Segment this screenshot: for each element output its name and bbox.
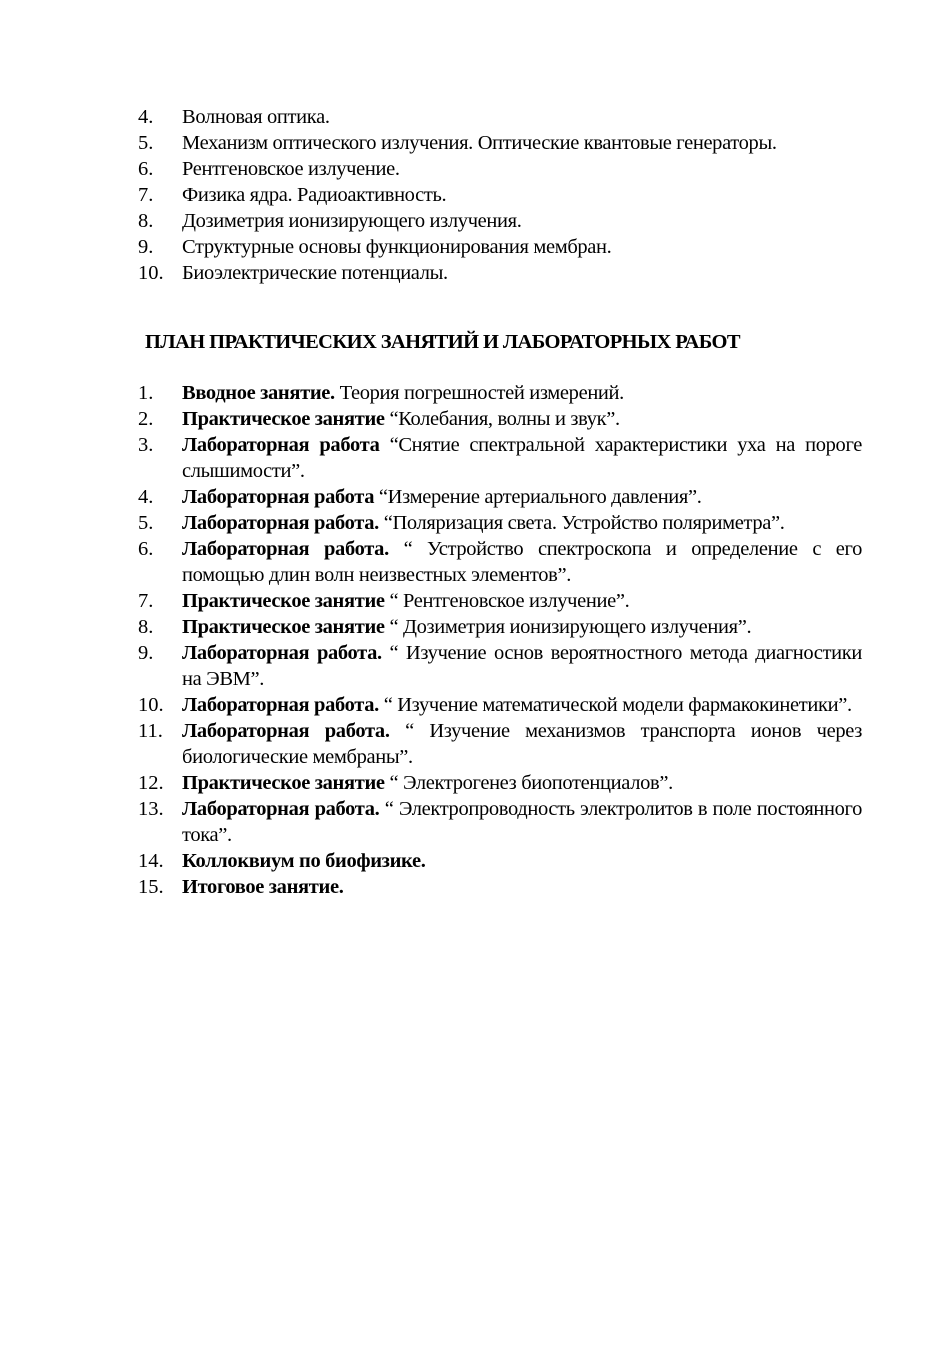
item-text: Биоэлектрические потенциалы. [182, 262, 448, 284]
item-type-label: Лабораторная работа [182, 486, 375, 508]
item-number: 9. [138, 642, 154, 664]
item-text: Дозиметрия ионизирующего излучения. [182, 210, 522, 232]
item-text [182, 432, 862, 484]
item-number: 10. [138, 694, 164, 716]
list-item [138, 614, 862, 640]
item-type-label: Практическое занятие [182, 408, 385, 430]
item-type-label: Лабораторная работа. [182, 694, 379, 716]
item-number: 10. [138, 262, 164, 284]
item-number: 15. [138, 876, 164, 898]
list-item [138, 484, 862, 510]
item-type-label: Лабораторная работа. [182, 720, 390, 742]
item-number: 13. [138, 798, 164, 820]
item-text [182, 770, 862, 796]
item-number: 11. [138, 720, 163, 742]
item-number: 8. [138, 210, 154, 232]
item-type-label: Коллоквиум по биофизике. [182, 850, 426, 872]
item-description: “ Рентгеновское излучение”. [384, 590, 630, 612]
item-type-label: Лабораторная работа. [182, 538, 389, 560]
item-description: “Измерение артериального давления”. [374, 486, 702, 508]
item-text: Физика ядра. Радиоактивность. [182, 184, 447, 206]
item-text: Механизм оптического излучения. Оптические квантовые генераторы. [182, 132, 777, 154]
list-item [138, 208, 862, 234]
section-heading: ПЛАН ПРАКТИЧЕСКИХ ЗАНЯТИЙ И ЛАБОРАТОРНЫХ РАБОТ [145, 331, 740, 353]
item-description: “ Изучение основ вероятностного метода диагностики на ЭВМ”. [182, 642, 862, 690]
item-type-label: Вводное занятие. [182, 382, 335, 404]
item-description: “ Электрогенез биопотенциалов”. [384, 772, 673, 794]
list-item [138, 510, 862, 536]
item-number: 14. [138, 850, 164, 872]
item-type-label: Лабораторная работа. [182, 512, 379, 534]
item-description: “ Изучение механизмов транспорта ионов через биологические мембраны”. [182, 720, 862, 768]
list-item [138, 406, 862, 432]
item-description: Теория погрешностей измерений. [334, 382, 624, 404]
list-item [138, 130, 862, 156]
item-description: “Колебания, волны и звук”. [384, 408, 620, 430]
item-number: 2. [138, 408, 154, 430]
list-item [138, 848, 862, 874]
list-item [138, 536, 862, 588]
item-text [182, 614, 862, 640]
item-description: “ Устройство спектроскопа и определение с его помощью длин волн неизвестных элементов”. [182, 538, 862, 586]
item-number: 4. [138, 486, 154, 508]
item-type-label: Лабораторная работа. [182, 798, 380, 820]
list-item [138, 874, 862, 900]
item-text: Рентгеновское излучение. [182, 158, 400, 180]
list-item [138, 640, 862, 692]
list-item [138, 692, 862, 718]
item-type-label: Итоговое занятие. [182, 876, 344, 898]
list-item [138, 432, 862, 484]
item-type-label: Лабораторная работа. [182, 642, 382, 664]
list-item [138, 588, 862, 614]
practical-plan-list [138, 380, 862, 900]
item-number: 12. [138, 772, 164, 794]
item-number: 6. [138, 158, 154, 180]
item-number: 8. [138, 616, 154, 638]
item-type-label: Практическое занятие [182, 772, 385, 794]
item-number: 7. [138, 184, 154, 206]
item-number: 1. [138, 382, 154, 404]
lecture-topics-list [138, 104, 862, 286]
item-type-label: Практическое занятие [182, 590, 385, 612]
item-description: “ Электропроводность электролитов в поле постоянного тока”. [182, 798, 862, 846]
item-number: 6. [138, 538, 154, 560]
item-number: 5. [138, 132, 154, 154]
item-text [182, 380, 862, 406]
list-item [138, 796, 862, 848]
list-item [138, 380, 862, 406]
item-text [182, 874, 862, 900]
list-item [138, 104, 862, 130]
item-text [182, 692, 862, 718]
item-text: Волновая оптика. [182, 106, 330, 128]
item-text: Структурные основы функционирования мембран. [182, 236, 612, 258]
item-text [182, 718, 862, 770]
item-number: 7. [138, 590, 154, 612]
list-item [138, 260, 862, 286]
list-item [138, 718, 862, 770]
item-number: 3. [138, 434, 154, 456]
item-number: 4. [138, 106, 154, 128]
item-text [182, 484, 862, 510]
item-text [182, 536, 862, 588]
list-item [138, 182, 862, 208]
item-text [182, 796, 862, 848]
item-text [182, 588, 862, 614]
item-text [182, 848, 862, 874]
item-description: “ Изучение математической модели фармакокинетики”. [378, 694, 852, 716]
item-type-label: Лабораторная работа [182, 434, 380, 456]
item-number: 9. [138, 236, 154, 258]
item-type-label: Практическое занятие [182, 616, 385, 638]
item-description: “ Дозиметрия ионизирующего излучения”. [384, 616, 752, 638]
item-text [182, 510, 862, 536]
item-description: “Снятие спектральной характеристики уха на пороге слышимости”. [182, 434, 862, 482]
list-item [138, 156, 862, 182]
list-item [138, 234, 862, 260]
item-text [182, 640, 862, 692]
item-number: 5. [138, 512, 154, 534]
item-description: “Поляризация света. Устройство поляриметра”. [378, 512, 785, 534]
list-item [138, 770, 862, 796]
item-text [182, 406, 862, 432]
